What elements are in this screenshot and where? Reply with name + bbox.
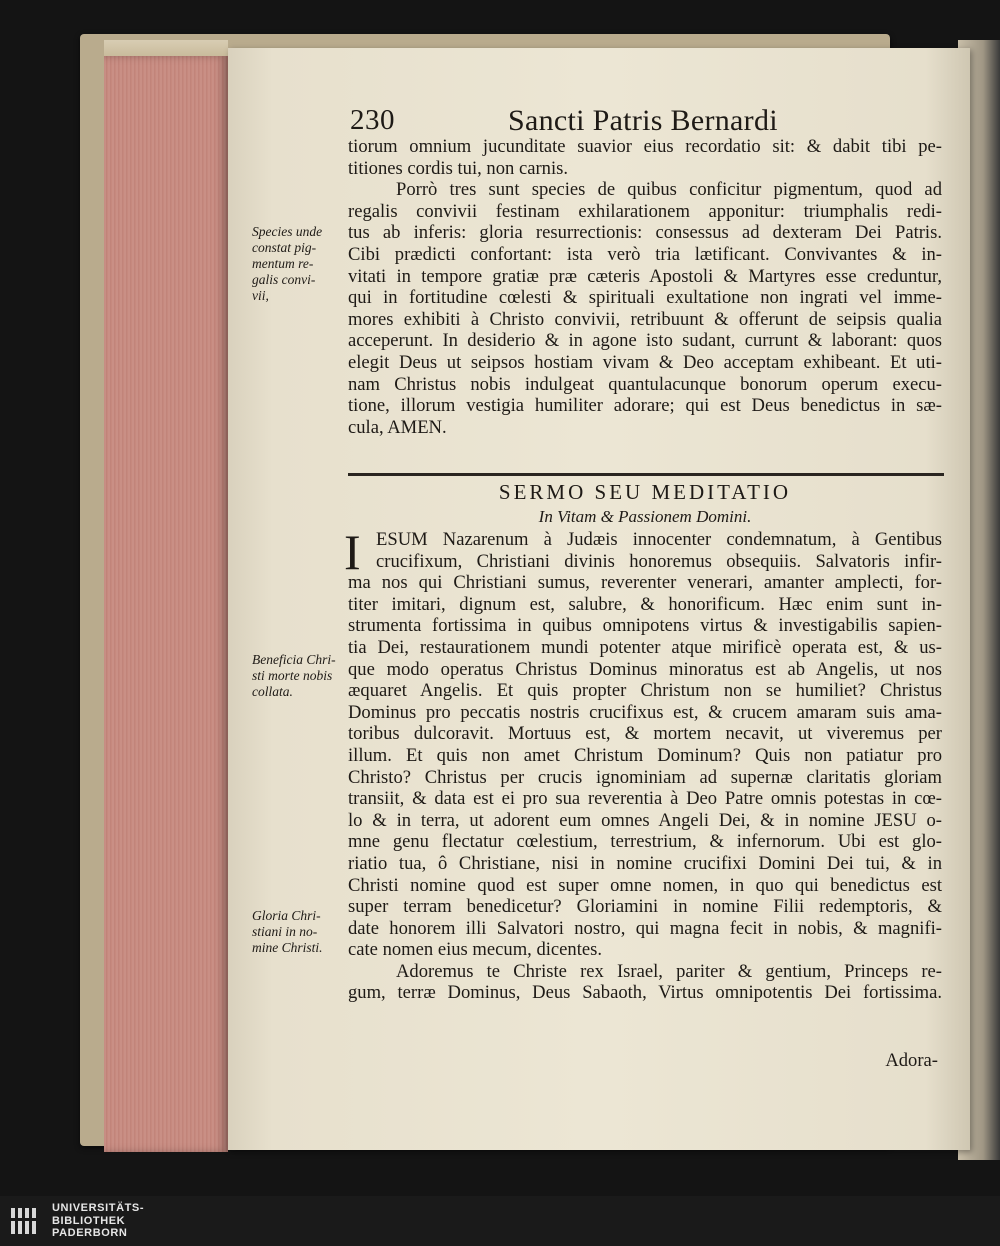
text-line: ESUM Nazarenum à Judæis innocenter condemnatum, à Gentibus xyxy=(376,529,942,550)
text-line: ma nos qui Christiani sumus, reverenter venerari, amanter amplecti, for- xyxy=(348,572,942,594)
margin-note-line: constat pig- xyxy=(252,240,317,255)
text-line: titer imitari, dignum est, salubre, & honorificum. Hæc enim sunt in- xyxy=(348,593,942,615)
text-line: super terram benedicetur? Gloriamini in nomine Filii redemptoris, & xyxy=(348,896,942,918)
text-line: æquaret Angelis. Et quis propter Christum non se humiliet? Christus xyxy=(348,680,942,702)
top-paragraphs xyxy=(348,136,942,438)
text-line: crucifixum, Christiani divinis honoremus obsequiis. Salvatoris infir- xyxy=(376,550,942,572)
library-name-line: UNIVERSITÄTS- xyxy=(52,1202,145,1214)
text-line: titiones cordis tui, non carnis. xyxy=(348,157,568,179)
margin-note-line: Beneficia Chri- xyxy=(252,652,336,667)
text-line: gum, terræ Dominus, Deus Sabaoth, Virtus omnipotentis Dei fortissima. xyxy=(348,982,942,1004)
margin-note-gloria xyxy=(252,908,348,956)
catchword: Adora- xyxy=(885,1050,938,1071)
text-line: tia Dei, restaurationem mundi potenter atque mirificè operata est, & us- xyxy=(348,636,942,658)
text-line: Cibi prædicti confortant: ista verò tria lætificant. Convivantes & in- xyxy=(348,243,942,265)
text-line: mne genu flectatur cœlestium, terrestrium, & infernorum. Ubi est glo- xyxy=(348,831,942,853)
text-line: Adoremus te Christe rex Israel, pariter & gentium, Princeps re- xyxy=(396,960,942,982)
text-line: strumenta fortissima in quibus omnipotens virtus & investigabilis sapien- xyxy=(348,615,942,637)
library-footer xyxy=(0,1196,1000,1246)
text-line: lo & in terra, ut adorent eum omnes Angeli Dei, & in nomine JESU o- xyxy=(348,809,942,831)
margin-note-line: vii, xyxy=(252,288,269,303)
text-line: nam Christus nobis indulgeat quantulacunque bonorum operum execu- xyxy=(348,373,942,395)
text-line: mores exhibiti à Christo convivii, retribuunt & offerunt de seipsis qualia xyxy=(348,308,942,330)
text-line: regalis convivii festinam exhilarationem apponitur: triumphalis redi- xyxy=(348,200,942,222)
page-edge-stack xyxy=(104,56,228,1152)
text-line: tus ab inferis: gloria resurrectionis: consessus ad dexteram Dei Patris. xyxy=(348,222,942,244)
margin-note-line: sti morte nobis xyxy=(252,668,333,683)
sermon-body xyxy=(344,524,942,1004)
margin-note-line: Species unde xyxy=(252,224,323,239)
margin-note-beneficia xyxy=(252,652,348,700)
text-line: acceperunt. In desiderio & in agone isto sudant, currunt & laborant: quos xyxy=(348,330,942,352)
library-name xyxy=(52,1202,144,1240)
drop-capital: I xyxy=(344,524,361,580)
library-name-line: BIBLIOTHEK xyxy=(52,1214,126,1227)
text-line: illum. Et quis non amet Christum Dominum? Quis non patiatur pro xyxy=(348,744,942,766)
text-line: cate nomen eius mecum, dicentes. xyxy=(348,939,603,961)
text-line: vitati in tempore gratiæ præ cæteris Apostoli & Martyres esse creduntur, xyxy=(348,265,942,287)
sermon-subtitle: In Vitam & Passionem Domini. xyxy=(538,507,752,526)
margin-note-line: mine Christi. xyxy=(252,940,323,955)
text-line: qui in fortitudine cœlesti & spirituali exultatione non ingrati vel imme- xyxy=(348,287,942,309)
margin-note-line: galis convi- xyxy=(252,272,316,287)
text-line: riatio tua, ô Christiane, nisi in nomine crucifixi Domini Dei tui, & in xyxy=(348,852,942,874)
text-line: que modo operatus Christus Dominus minoratus est ab Angelis, ut nos xyxy=(348,658,942,680)
sermon-title: SERMO SEU MEDITATIO xyxy=(498,480,792,504)
margin-note-line: collata. xyxy=(252,684,293,699)
text-line: toribus dulcoravit. Mortuus est, & mortem necavit, ut viveremus per xyxy=(348,723,942,745)
text-line: transiit, & data est ei pro sua reverentia à Deo Patre omnis potestas in cœ- xyxy=(348,788,942,810)
running-title: Sancti Patris Bernardi xyxy=(508,104,778,137)
library-name-line: PADERBORN xyxy=(52,1227,128,1239)
text-line: tione, illorum vestigia humiliter adorare; qui est Deus benedictus in sæ- xyxy=(348,395,942,417)
text-line: Dominus pro peccatis nostris crucifixus est, & crucem amaram suis ama- xyxy=(348,701,942,723)
page-number: 230 xyxy=(350,104,395,136)
book-page xyxy=(228,48,970,1150)
text-line: cula, AMEN. xyxy=(348,416,447,438)
margin-note-line: mentum re- xyxy=(252,256,314,271)
text-line: Porrò tres sunt species de quibus conficitur pigmentum, quod ad xyxy=(396,179,942,201)
text-line: Christi nomine quod est super omne nomen, in quo qui benedictus est xyxy=(348,874,942,896)
text-line: Christo? Christus per crucis ignominiam ad supernæ claritatis gloriam xyxy=(348,766,942,788)
university-library-logo-icon xyxy=(8,1204,42,1238)
text-line: date honorem illi Salvatori nostro, qui magna fecit in nobis, & magnifi- xyxy=(348,917,942,939)
text-line: tiorum omnium jucunditate suavior eius recordatio sit: & dabit tibi pe- xyxy=(348,136,942,157)
margin-note-line: Gloria Chri- xyxy=(252,908,321,923)
margin-note-line: stiani in no- xyxy=(252,924,318,939)
text-line: elegit Deus ut seipsos hostiam vivam & Deo acceptam exhibeant. Et uti- xyxy=(348,351,942,373)
margin-note-species xyxy=(252,224,348,304)
section-divider xyxy=(348,473,944,476)
